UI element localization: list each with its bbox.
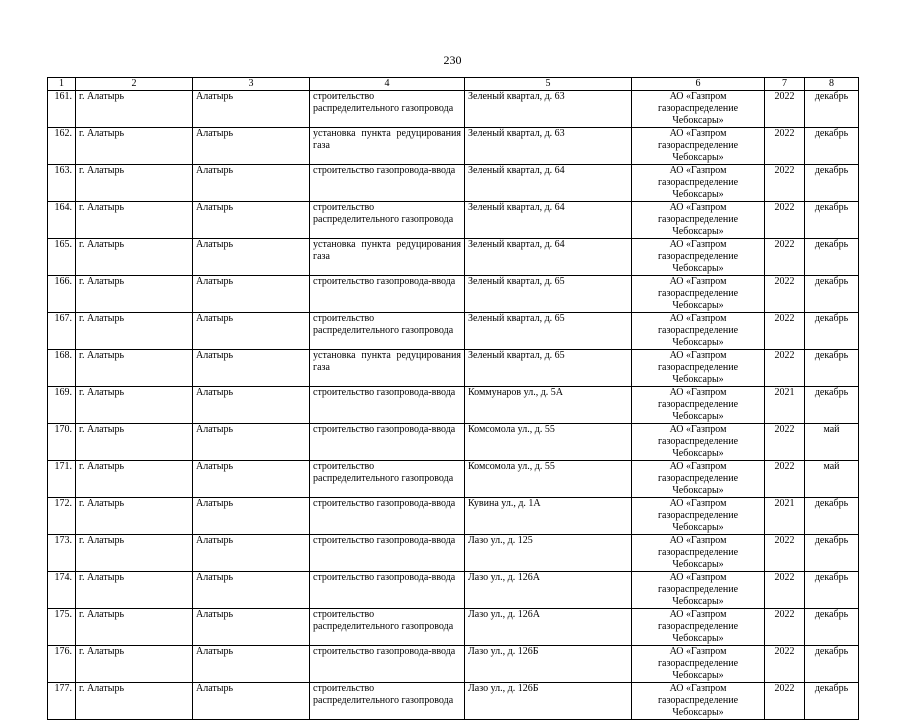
column-header-5: 5 xyxy=(465,78,632,91)
row-number: 177. xyxy=(48,683,76,720)
year-cell: 2022 xyxy=(765,609,805,646)
month-cell: декабрь xyxy=(805,609,859,646)
table-row xyxy=(48,572,859,609)
work-type-cell: строительство газопровода-ввода xyxy=(310,535,465,572)
municipality-cell: Алатырь xyxy=(193,498,310,535)
table-row xyxy=(48,239,859,276)
row-number: 169. xyxy=(48,387,76,424)
settlement-cell: г. Алатырь xyxy=(76,683,193,720)
month-cell: декабрь xyxy=(805,387,859,424)
municipality-cell: Алатырь xyxy=(193,313,310,350)
year-cell: 2021 xyxy=(765,387,805,424)
address-cell: Зеленый квартал, д. 65 xyxy=(465,276,632,313)
month-cell: декабрь xyxy=(805,572,859,609)
header-row xyxy=(48,78,859,91)
table-body xyxy=(48,91,859,720)
table-row xyxy=(48,128,859,165)
year-cell: 2022 xyxy=(765,202,805,239)
address-cell: Зеленый квартал, д. 64 xyxy=(465,165,632,202)
address-cell: Коммунаров ул., д. 5А xyxy=(465,387,632,424)
settlement-cell: г. Алатырь xyxy=(76,313,193,350)
table-row xyxy=(48,202,859,239)
work-type-cell: установка пункта редуцирования газа xyxy=(310,350,465,387)
organization-cell: АО «Газпром газораспределение Чебоксары» xyxy=(632,572,765,609)
organization-cell: АО «Газпром газораспределение Чебоксары» xyxy=(632,350,765,387)
month-cell: декабрь xyxy=(805,202,859,239)
organization-cell: АО «Газпром газораспределение Чебоксары» xyxy=(632,498,765,535)
column-header-8: 8 xyxy=(805,78,859,91)
settlement-cell: г. Алатырь xyxy=(76,572,193,609)
row-number: 173. xyxy=(48,535,76,572)
row-number: 175. xyxy=(48,609,76,646)
year-cell: 2022 xyxy=(765,239,805,276)
work-type-cell: строительство газопровода-ввода xyxy=(310,165,465,202)
organization-cell: АО «Газпром газораспределение Чебоксары» xyxy=(632,461,765,498)
row-number: 164. xyxy=(48,202,76,239)
settlement-cell: г. Алатырь xyxy=(76,387,193,424)
row-number: 176. xyxy=(48,646,76,683)
municipality-cell: Алатырь xyxy=(193,572,310,609)
column-header-4: 4 xyxy=(310,78,465,91)
row-number: 168. xyxy=(48,350,76,387)
organization-cell: АО «Газпром газораспределение Чебоксары» xyxy=(632,646,765,683)
organization-cell: АО «Газпром газораспределение Чебоксары» xyxy=(632,424,765,461)
year-cell: 2022 xyxy=(765,572,805,609)
work-type-cell: строительство газопровода-ввода xyxy=(310,387,465,424)
table-row xyxy=(48,276,859,313)
year-cell: 2021 xyxy=(765,498,805,535)
address-cell: Зеленый квартал, д. 65 xyxy=(465,313,632,350)
column-header-3: 3 xyxy=(193,78,310,91)
municipality-cell: Алатырь xyxy=(193,165,310,202)
address-cell: Зеленый квартал, д. 64 xyxy=(465,202,632,239)
row-number: 163. xyxy=(48,165,76,202)
address-cell: Зеленый квартал, д. 64 xyxy=(465,239,632,276)
address-cell: Зеленый квартал, д. 63 xyxy=(465,128,632,165)
row-number: 167. xyxy=(48,313,76,350)
settlement-cell: г. Алатырь xyxy=(76,276,193,313)
row-number: 166. xyxy=(48,276,76,313)
column-header-2: 2 xyxy=(76,78,193,91)
municipality-cell: Алатырь xyxy=(193,387,310,424)
year-cell: 2022 xyxy=(765,683,805,720)
work-type-cell: строительство газопровода-ввода xyxy=(310,572,465,609)
row-number: 162. xyxy=(48,128,76,165)
column-header-1: 1 xyxy=(48,78,76,91)
table-row xyxy=(48,91,859,128)
work-type-cell: строительство газопровода-ввода xyxy=(310,276,465,313)
month-cell: декабрь xyxy=(805,498,859,535)
gas-registry-table xyxy=(47,77,859,720)
month-cell: май xyxy=(805,461,859,498)
work-type-cell: установка пункта редуцирования газа xyxy=(310,239,465,276)
year-cell: 2022 xyxy=(765,276,805,313)
work-type-cell: строительство распределительного газопровода xyxy=(310,91,465,128)
address-cell: Лазо ул., д. 126Б xyxy=(465,646,632,683)
address-cell: Зеленый квартал, д. 65 xyxy=(465,350,632,387)
municipality-cell: Алатырь xyxy=(193,202,310,239)
settlement-cell: г. Алатырь xyxy=(76,535,193,572)
address-cell: Лазо ул., д. 126А xyxy=(465,609,632,646)
table-row xyxy=(48,165,859,202)
month-cell: декабрь xyxy=(805,646,859,683)
year-cell: 2022 xyxy=(765,165,805,202)
settlement-cell: г. Алатырь xyxy=(76,202,193,239)
row-number: 174. xyxy=(48,572,76,609)
table-row xyxy=(48,461,859,498)
row-number: 165. xyxy=(48,239,76,276)
work-type-cell: строительство распределительного газопровода xyxy=(310,202,465,239)
month-cell: декабрь xyxy=(805,683,859,720)
row-number: 171. xyxy=(48,461,76,498)
table-row xyxy=(48,424,859,461)
month-cell: декабрь xyxy=(805,239,859,276)
table-row xyxy=(48,535,859,572)
settlement-cell: г. Алатырь xyxy=(76,128,193,165)
month-cell: май xyxy=(805,424,859,461)
table-row xyxy=(48,646,859,683)
municipality-cell: Алатырь xyxy=(193,91,310,128)
organization-cell: АО «Газпром газораспределение Чебоксары» xyxy=(632,609,765,646)
month-cell: декабрь xyxy=(805,128,859,165)
settlement-cell: г. Алатырь xyxy=(76,498,193,535)
settlement-cell: г. Алатырь xyxy=(76,424,193,461)
municipality-cell: Алатырь xyxy=(193,461,310,498)
year-cell: 2022 xyxy=(765,91,805,128)
municipality-cell: Алатырь xyxy=(193,239,310,276)
municipality-cell: Алатырь xyxy=(193,609,310,646)
organization-cell: АО «Газпром газораспределение Чебоксары» xyxy=(632,535,765,572)
address-cell: Комсомола ул., д. 55 xyxy=(465,424,632,461)
address-cell: Комсомола ул., д. 55 xyxy=(465,461,632,498)
month-cell: декабрь xyxy=(805,535,859,572)
settlement-cell: г. Алатырь xyxy=(76,239,193,276)
year-cell: 2022 xyxy=(765,313,805,350)
table-row xyxy=(48,498,859,535)
municipality-cell: Алатырь xyxy=(193,276,310,313)
municipality-cell: Алатырь xyxy=(193,683,310,720)
month-cell: декабрь xyxy=(805,165,859,202)
settlement-cell: г. Алатырь xyxy=(76,646,193,683)
month-cell: декабрь xyxy=(805,91,859,128)
year-cell: 2022 xyxy=(765,461,805,498)
organization-cell: АО «Газпром газораспределение Чебоксары» xyxy=(632,313,765,350)
organization-cell: АО «Газпром газораспределение Чебоксары» xyxy=(632,683,765,720)
table-row xyxy=(48,387,859,424)
settlement-cell: г. Алатырь xyxy=(76,165,193,202)
work-type-cell: строительство газопровода-ввода xyxy=(310,646,465,683)
municipality-cell: Алатырь xyxy=(193,646,310,683)
address-cell: Кувина ул., д. 1А xyxy=(465,498,632,535)
settlement-cell: г. Алатырь xyxy=(76,91,193,128)
organization-cell: АО «Газпром газораспределение Чебоксары» xyxy=(632,165,765,202)
work-type-cell: строительство распределительного газопровода xyxy=(310,313,465,350)
year-cell: 2022 xyxy=(765,535,805,572)
page-number: 230 xyxy=(443,53,462,67)
organization-cell: АО «Газпром газораспределение Чебоксары» xyxy=(632,91,765,128)
municipality-cell: Алатырь xyxy=(193,535,310,572)
settlement-cell: г. Алатырь xyxy=(76,609,193,646)
row-number: 161. xyxy=(48,91,76,128)
column-header-7: 7 xyxy=(765,78,805,91)
address-cell: Лазо ул., д. 126А xyxy=(465,572,632,609)
work-type-cell: строительство газопровода-ввода xyxy=(310,424,465,461)
municipality-cell: Алатырь xyxy=(193,424,310,461)
organization-cell: АО «Газпром газораспределение Чебоксары» xyxy=(632,128,765,165)
organization-cell: АО «Газпром газораспределение Чебоксары» xyxy=(632,239,765,276)
settlement-cell: г. Алатырь xyxy=(76,350,193,387)
organization-cell: АО «Газпром газораспределение Чебоксары» xyxy=(632,202,765,239)
organization-cell: АО «Газпром газораспределение Чебоксары» xyxy=(632,276,765,313)
municipality-cell: Алатырь xyxy=(193,350,310,387)
work-type-cell: строительство газопровода-ввода xyxy=(310,498,465,535)
year-cell: 2022 xyxy=(765,128,805,165)
row-number: 172. xyxy=(48,498,76,535)
settlement-cell: г. Алатырь xyxy=(76,461,193,498)
work-type-cell: строительство распределительного газопровода xyxy=(310,683,465,720)
address-cell: Лазо ул., д. 125 xyxy=(465,535,632,572)
table-row xyxy=(48,350,859,387)
table-row xyxy=(48,313,859,350)
work-type-cell: строительство распределительного газопровода xyxy=(310,461,465,498)
address-cell: Лазо ул., д. 126Б xyxy=(465,683,632,720)
column-header-6: 6 xyxy=(632,78,765,91)
work-type-cell: строительство распределительного газопровода xyxy=(310,609,465,646)
row-number: 170. xyxy=(48,424,76,461)
month-cell: декабрь xyxy=(805,350,859,387)
organization-cell: АО «Газпром газораспределение Чебоксары» xyxy=(632,387,765,424)
municipality-cell: Алатырь xyxy=(193,128,310,165)
month-cell: декабрь xyxy=(805,276,859,313)
table-row xyxy=(48,683,859,720)
address-cell: Зеленый квартал, д. 63 xyxy=(465,91,632,128)
year-cell: 2022 xyxy=(765,424,805,461)
year-cell: 2022 xyxy=(765,646,805,683)
year-cell: 2022 xyxy=(765,350,805,387)
work-type-cell: установка пункта редуцирования газа xyxy=(310,128,465,165)
month-cell: декабрь xyxy=(805,313,859,350)
